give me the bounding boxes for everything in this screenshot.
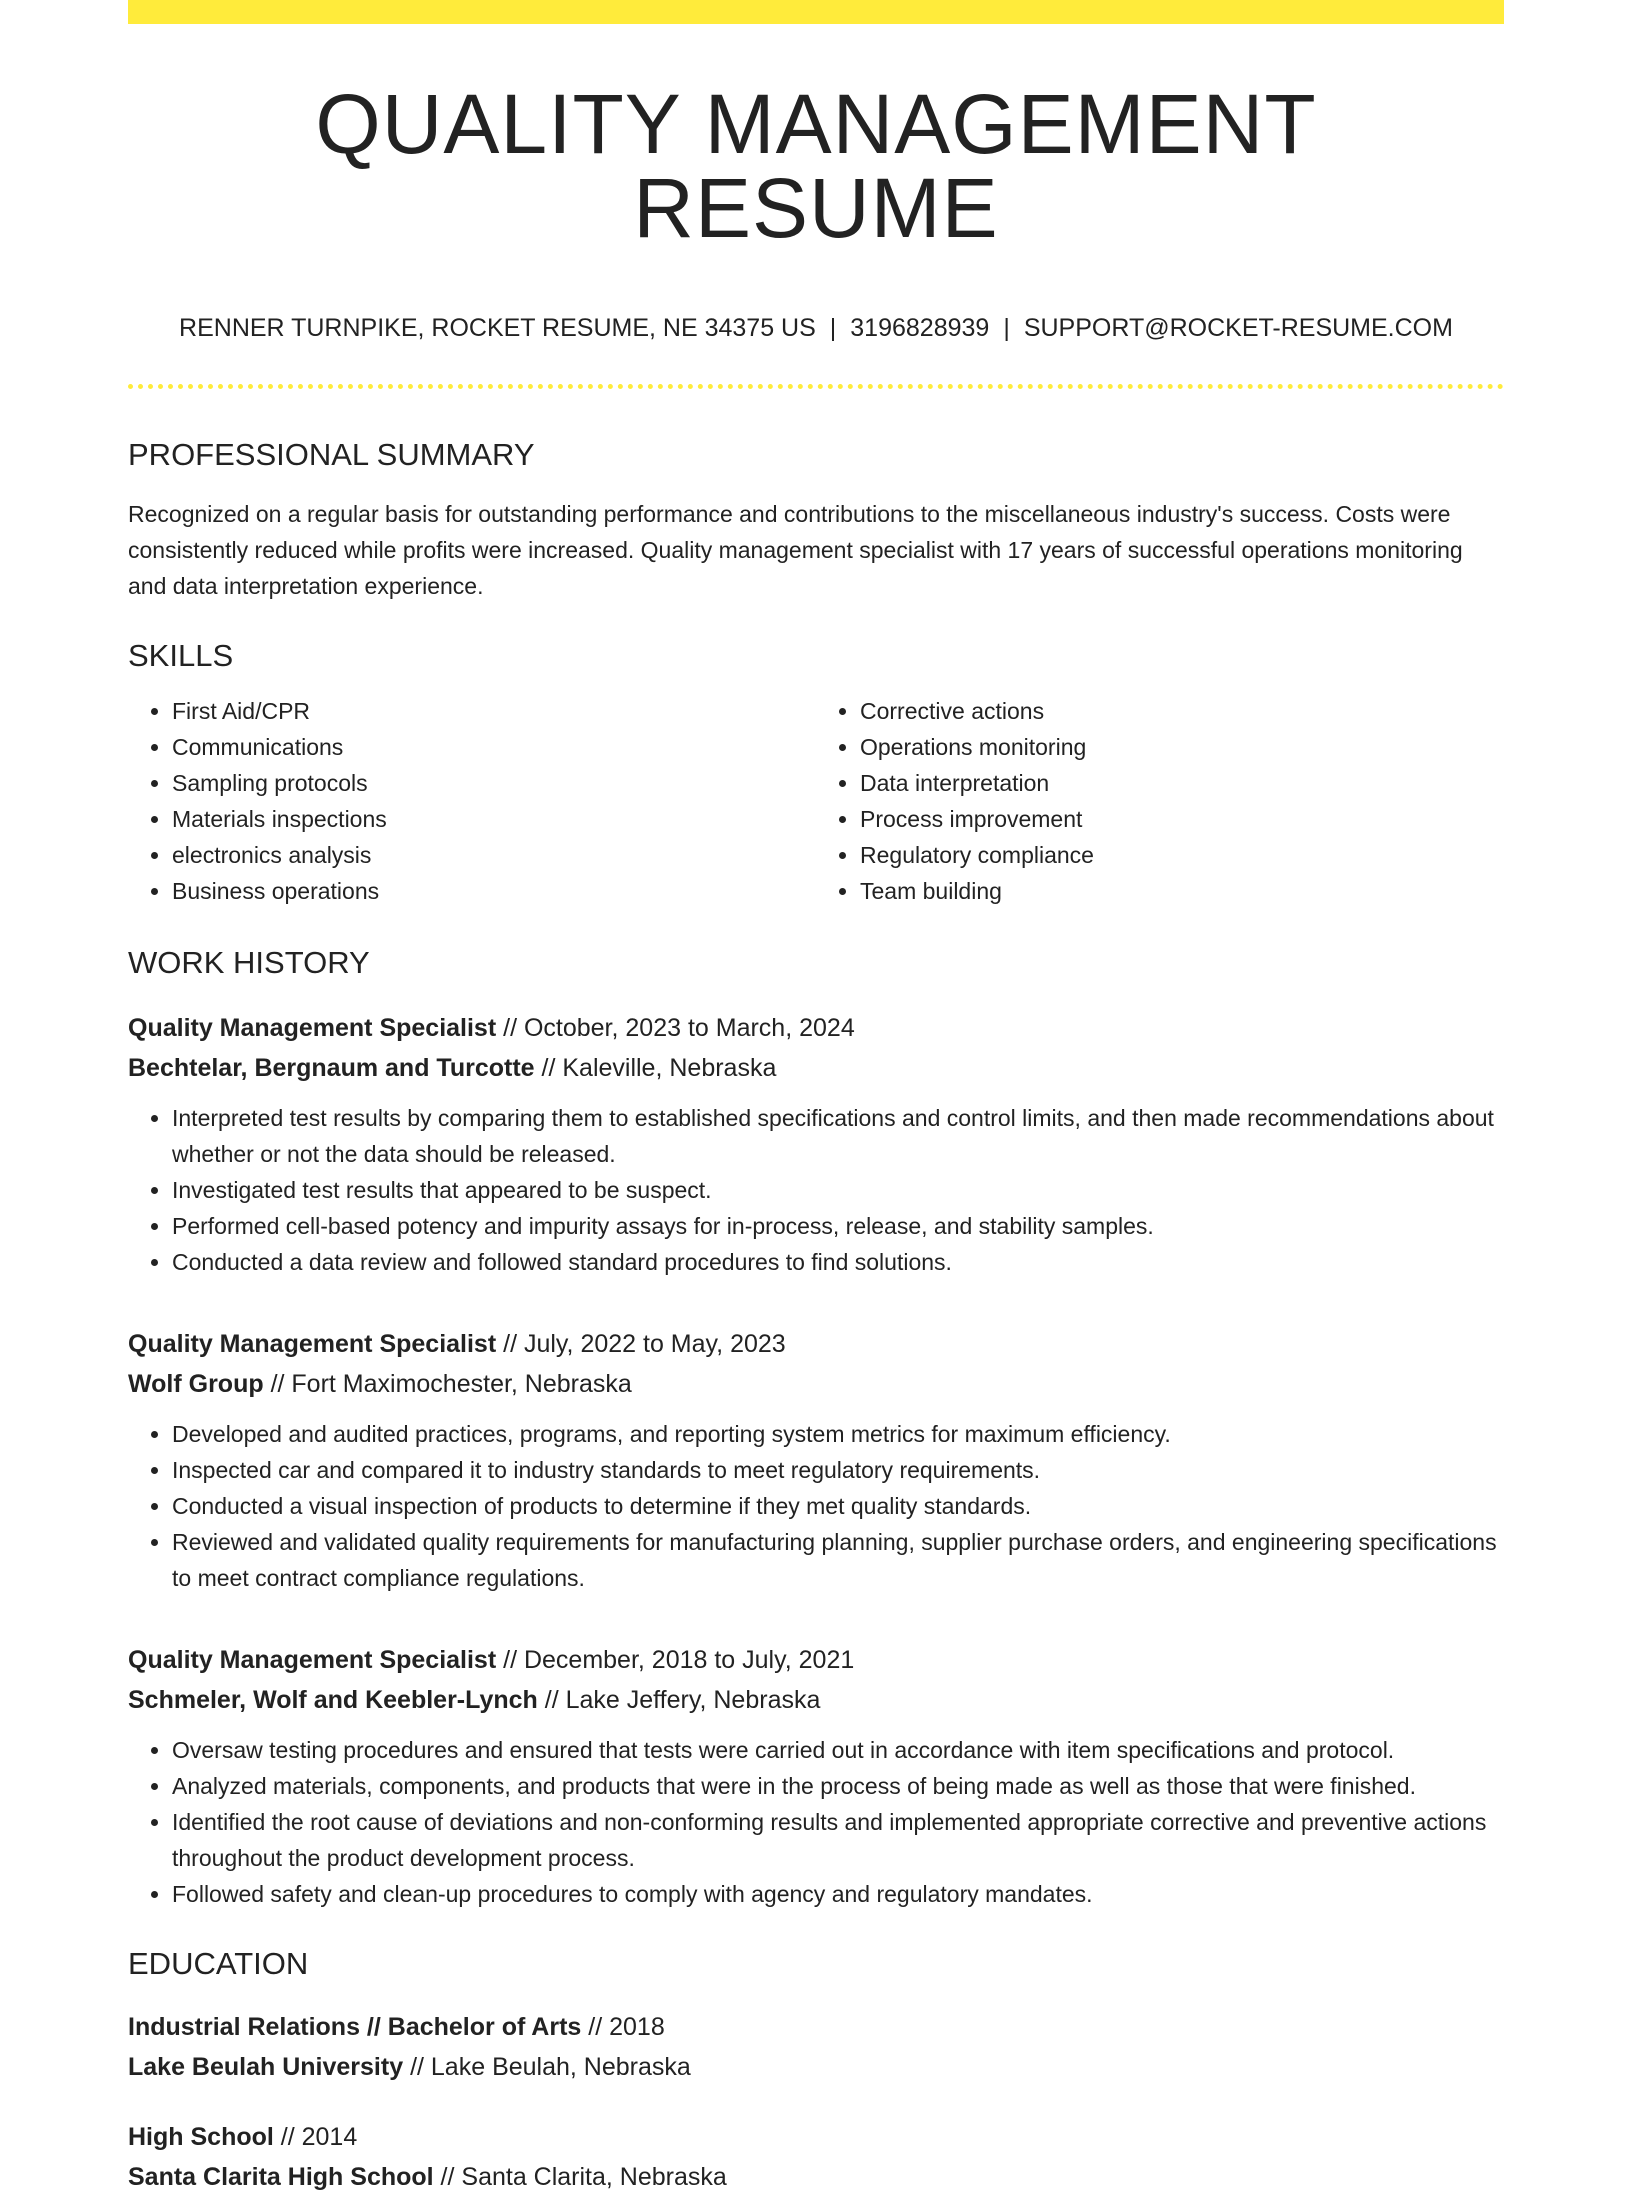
job-bullet: • Performed cell-based potency and impurity assays for in-process, release, and stability samples. — [172, 1208, 1504, 1244]
job-location: // Lake Jeffery, Nebraska — [537, 1686, 821, 1714]
job-title-line — [128, 1640, 1504, 1680]
skill-item: • Team building — [860, 873, 1504, 909]
job-company: Bechtelar, Bergnaum and Turcotte — [128, 1054, 535, 1082]
skill-item: • Process improvement — [860, 801, 1504, 837]
education-school: Lake Beulah University — [128, 2053, 404, 2081]
education-year: // 2014 — [273, 2123, 358, 2151]
summary-text: Recognized on a regular basis for outstanding performance and contributions to the miscellaneous industry's success. Costs were consistently reduced while profits were increased. Quality management specialist with 17 years of successful operations monitoring and data interpretation experience. — [128, 501, 1463, 599]
education-degree: Industrial Relations // Bachelor of Arts — [128, 2013, 582, 2041]
resume-title: QUALITY MANAGEMENT RESUME — [315, 77, 1317, 255]
job-location: // Kaleville, Nebraska — [534, 1054, 777, 1082]
job-title: Quality Management Specialist — [128, 1330, 497, 1358]
education-school-line — [128, 2047, 1504, 2087]
education-entry — [128, 2117, 1504, 2197]
skill-item: • First Aid/CPR — [172, 693, 816, 729]
contact-address: RENNER TURNPIKE, ROCKET RESUME, NE 34375 US — [179, 314, 816, 342]
job-company: Schmeler, Wolf and Keebler-Lynch — [128, 1686, 538, 1714]
dotted-divider — [128, 384, 1504, 389]
education-degree-line — [128, 2007, 1504, 2047]
job-bullet: • Oversaw testing procedures and ensured that tests were carried out in accordance with item specifications and protocol. — [172, 1732, 1504, 1768]
education-year: // 2018 — [581, 2013, 665, 2041]
job-company: Wolf Group — [128, 1370, 264, 1398]
contact-phone: 3196828939 — [850, 314, 990, 342]
job-title: Quality Management Specialist — [128, 1014, 497, 1042]
education-school-line — [128, 2157, 1504, 2197]
work-history-heading: WORK HISTORY — [128, 945, 370, 980]
job-company-line — [128, 1680, 1504, 1720]
education-school: Santa Clarita High School — [128, 2163, 434, 2191]
job-dates: // July, 2022 to May, 2023 — [496, 1330, 786, 1358]
skills-right-list — [816, 693, 1504, 909]
job-bullets — [128, 1100, 1504, 1280]
job-title: Quality Management Specialist — [128, 1646, 497, 1674]
accent-top-bar — [128, 0, 1504, 24]
job-bullet: • Interpreted test results by comparing them to established specifications and control limits, and then made recommendations about whether or not the data should be released. — [172, 1100, 1504, 1172]
resume-page — [128, 0, 1504, 2197]
job-dates: // October, 2023 to March, 2024 — [496, 1014, 855, 1042]
job-bullet: • Conducted a visual inspection of products to determine if they met quality standards. — [172, 1488, 1504, 1524]
skill-item: • Data interpretation — [860, 765, 1504, 801]
job-bullet: • Inspected car and compared it to industry standards to meet regulatory requirements. — [172, 1452, 1504, 1488]
contact-line — [128, 316, 1504, 341]
job-title-line — [128, 1324, 1504, 1364]
job-bullet: • Followed safety and clean-up procedures to comply with agency and regulatory mandates. — [172, 1876, 1504, 1912]
skill-item: • electronics analysis — [172, 837, 816, 873]
job-bullet: • Analyzed materials, components, and products that were in the process of being made as well as those that were finished. — [172, 1768, 1504, 1804]
skills-grid — [128, 693, 1504, 909]
job-title-line — [128, 1008, 1504, 1048]
job-bullet: • Identified the root cause of deviations and non-conforming results and implemented appropriate corrective and preventive actions throughout the product development process. — [172, 1804, 1504, 1876]
job-company-line — [128, 1048, 1504, 1088]
job-bullet: • Conducted a data review and followed standard procedures to find solutions. — [172, 1244, 1504, 1280]
contact-separator: | — [829, 314, 837, 342]
job-location: // Fort Maximochester, Nebraska — [263, 1370, 632, 1398]
skill-item: • Communications — [172, 729, 816, 765]
job-bullets — [128, 1732, 1504, 1912]
skills-heading: SKILLS — [128, 638, 234, 673]
skill-item: • Regulatory compliance — [860, 837, 1504, 873]
summary-heading: PROFESSIONAL SUMMARY — [128, 437, 535, 472]
education-degree-line — [128, 2117, 1504, 2157]
education-location: // Santa Clarita, Nebraska — [433, 2163, 727, 2191]
skill-item: • Operations monitoring — [860, 729, 1504, 765]
skill-item: • Materials inspections — [172, 801, 816, 837]
job-bullet: • Reviewed and validated quality requirements for manufacturing planning, supplier purchase orders, and engineering specifications to meet contract compliance regulations. — [172, 1524, 1504, 1596]
skills-left-list — [128, 693, 816, 909]
education-heading: EDUCATION — [128, 1946, 309, 1981]
job-company-line — [128, 1364, 1504, 1404]
job-entry — [128, 1324, 1504, 1596]
contact-email: SUPPORT@ROCKET-RESUME.COM — [1023, 314, 1453, 342]
job-entry — [128, 1640, 1504, 1912]
job-bullet: • Developed and audited practices, programs, and reporting system metrics for maximum efficiency. — [172, 1416, 1504, 1452]
job-dates: // December, 2018 to July, 2021 — [496, 1646, 855, 1674]
education-degree: High School — [128, 2123, 274, 2151]
job-entry — [128, 1008, 1504, 1280]
job-bullet: • Investigated test results that appeared to be suspect. — [172, 1172, 1504, 1208]
skill-item: • Corrective actions — [860, 693, 1504, 729]
contact-separator: | — [1003, 314, 1010, 342]
skill-item: • Business operations — [172, 873, 816, 909]
skill-item: • Sampling protocols — [172, 765, 816, 801]
education-location: // Lake Beulah, Nebraska — [403, 2053, 691, 2081]
job-bullets — [128, 1416, 1504, 1596]
education-entry — [128, 2007, 1504, 2087]
